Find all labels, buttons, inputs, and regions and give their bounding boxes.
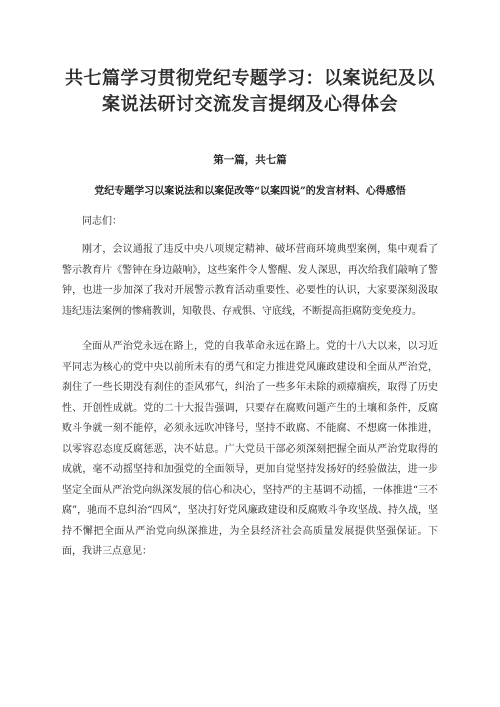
salutation: 同志们： [82, 216, 122, 227]
section-label: 第一篇，共七篇 [213, 154, 287, 166]
document-title: 共七篇学习贯彻党纪专题学习：以案说纪及以案说法研讨交流发言提纲及心得体会 [65, 68, 435, 115]
paragraph-1: 刚才，会议通报了违反中央八项规定精神、破坏营商环境典型案例，集中观看了警示教育片《警钟在身边敲响》，这些案件令人警醒、发人深思，再次给我们敲响了警钟，也进一步加深了我对开展警示教育活动重要性、必要性的认识，大家要深刻汲取违纪违法案例的惨痛教训，知敬畏、存戒惧、守底线，不断提高拒腐防变免疫力。 [62, 244, 438, 317]
paragraph-2: 全面从严治党永远在路上，党的自我革命永远在路上。党的十八大以来，以习近平同志为核心的党中央以前所未有的勇气和定力推进党风廉政建设和全面从严治党，刹住了一些长期没有刹住的歪风邪气，纠治了一些多年未除的顽瘴痼疾，取得了历史性、开创性成就。党的二十大报告强调，只要存在腐败问题产生的土壤和条件，反腐败斗争就一刻不能停，必须永远吹冲锋号，坚持不敢腐、不能腐、不想腐一体推进，以零容忍态度反腐惩恶，决不姑息。广大党员干部必须深刻把握全面从严治党取得的成就，毫不动摇坚持和加强党的全面领导，更加自觉坚持发扬好的经验做法，进一步坚定全面从严治党向纵深发展的信心和决心，坚持严的主基调不动摇，一体推进“三不腐”，驰而不息纠治“四风”，坚决打好党风廉政建设和反腐败斗争攻坚战、持久战，坚持不懈把全面从严治党向纵深推进，为全县经济社会高质量发展提供坚强保证。下面，我讲三点意见： [62, 341, 438, 557]
article-title: 党纪专题学习以案说法和以案促改等“以案四说”的发言材料、心得感悟 [94, 186, 406, 197]
